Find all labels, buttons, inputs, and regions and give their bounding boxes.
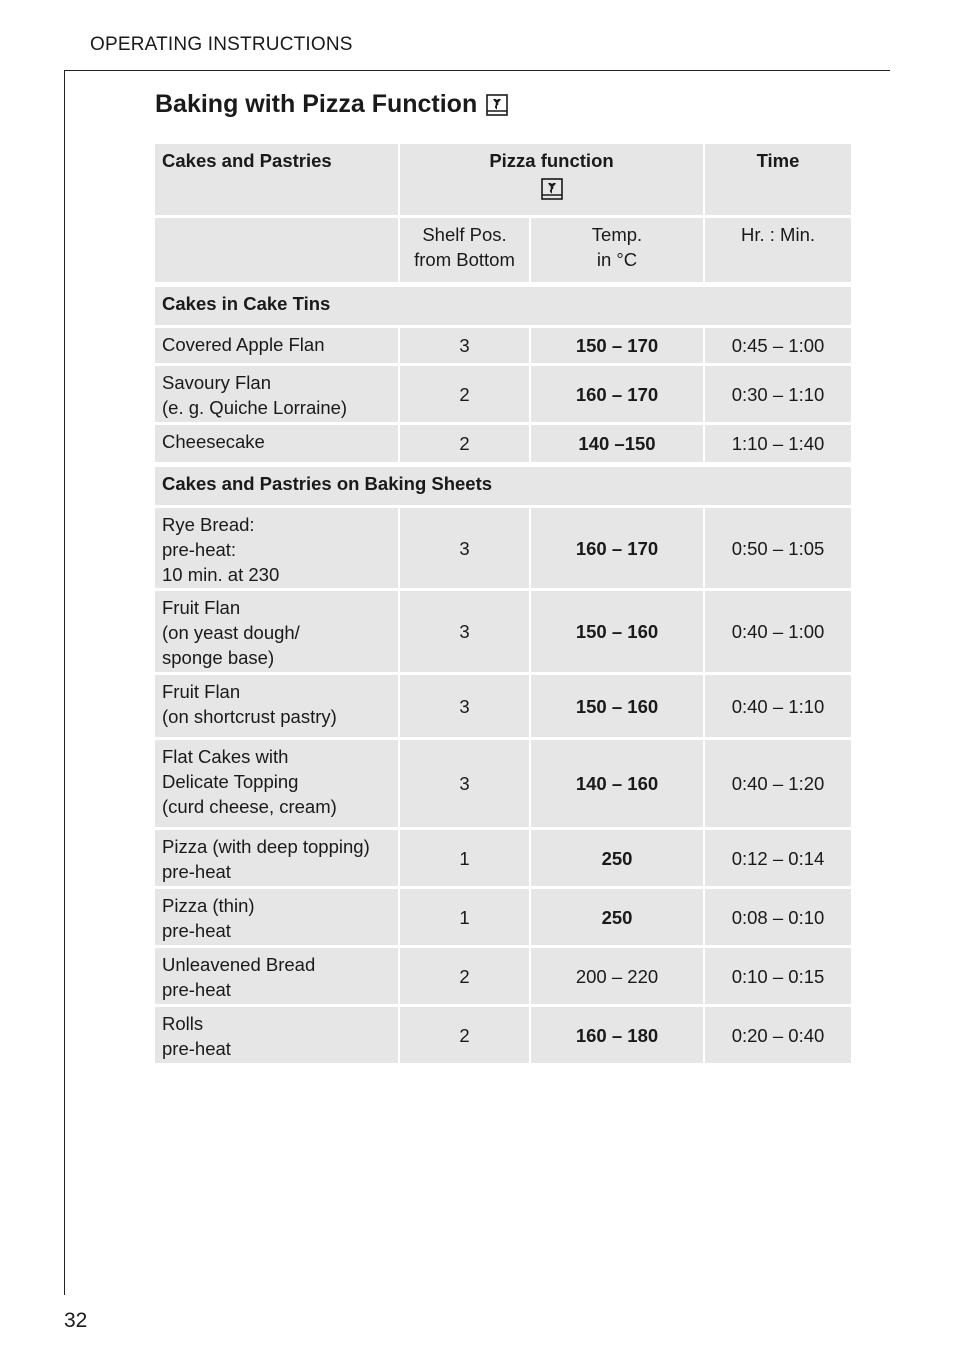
shelf-position: 2 <box>400 1007 529 1063</box>
table-row <box>155 740 851 827</box>
baking-time: 0:10 – 0:15 <box>705 948 851 1004</box>
pizza-function-label: Pizza function <box>489 150 614 171</box>
pizza-function-icon <box>486 94 508 116</box>
item-name: Pizza (thin) pre-heat <box>155 889 398 945</box>
column-header-pizza-function <box>400 144 703 215</box>
table-row <box>155 425 851 462</box>
baking-time: 0:12 – 0:14 <box>705 830 851 886</box>
group-title: Cakes in Cake Tins <box>155 287 851 325</box>
group-header-row <box>155 467 851 505</box>
shelf-position: 3 <box>400 328 529 363</box>
header-rule <box>64 70 890 71</box>
page-number: 32 <box>64 1309 88 1332</box>
subheader-temperature: Temp. in °C <box>531 218 703 282</box>
column-header-cakes-and-pastries: Cakes and Pastries <box>155 144 398 215</box>
shelf-position: 3 <box>400 508 529 588</box>
table-row <box>155 889 851 945</box>
item-name: Fruit Flan (on yeast dough/ sponge base) <box>155 591 398 672</box>
temperature-range: 140 –150 <box>531 425 703 462</box>
item-name: Covered Apple Flan <box>155 328 398 363</box>
page-title-text: Baking with Pizza Function <box>155 90 478 118</box>
temperature-range: 160 – 180 <box>531 1007 703 1063</box>
shelf-position: 3 <box>400 591 529 672</box>
shelf-position: 2 <box>400 948 529 1004</box>
item-name: Flat Cakes with Delicate Topping (curd cheese, cream) <box>155 740 398 827</box>
temperature-range: 150 – 160 <box>531 675 703 737</box>
baking-time: 0:08 – 0:10 <box>705 889 851 945</box>
table-row <box>155 508 851 588</box>
temperature-range: 160 – 170 <box>531 508 703 588</box>
item-name: Rye Bread: pre-heat: 10 min. at 230 <box>155 508 398 588</box>
shelf-position: 1 <box>400 830 529 886</box>
column-header-time: Time <box>705 144 851 215</box>
item-name: Rolls pre-heat <box>155 1007 398 1063</box>
temperature-range: 140 – 160 <box>531 740 703 827</box>
table-subheader-row <box>155 218 851 282</box>
item-name: Savoury Flan (e. g. Quiche Lorraine) <box>155 366 398 422</box>
subheader-time-unit: Hr. : Min. <box>705 218 851 282</box>
pizza-function-icon <box>400 178 703 206</box>
margin-rule <box>64 70 65 1295</box>
temperature-range: 150 – 160 <box>531 591 703 672</box>
item-name: Unleavened Bread pre-heat <box>155 948 398 1004</box>
shelf-position: 2 <box>400 366 529 422</box>
temperature-range: 250 <box>531 889 703 945</box>
temperature-range: 200 – 220 <box>531 948 703 1004</box>
item-name: Fruit Flan (on shortcrust pastry) <box>155 675 398 737</box>
shelf-position: 1 <box>400 889 529 945</box>
shelf-position: 2 <box>400 425 529 462</box>
baking-time: 0:40 – 1:00 <box>705 591 851 672</box>
item-name: Cheesecake <box>155 425 398 462</box>
table-header-row <box>155 144 851 215</box>
section-header-label: OPERATING INSTRUCTIONS <box>90 34 353 55</box>
table-row <box>155 591 851 672</box>
item-name: Pizza (with deep topping) pre-heat <box>155 830 398 886</box>
table-row <box>155 328 851 363</box>
temperature-range: 250 <box>531 830 703 886</box>
subheader-shelf-position: Shelf Pos. from Bottom <box>400 218 529 282</box>
shelf-position: 3 <box>400 675 529 737</box>
temperature-range: 150 – 170 <box>531 328 703 363</box>
temperature-range: 160 – 170 <box>531 366 703 422</box>
baking-time: 0:45 – 1:00 <box>705 328 851 363</box>
baking-time: 0:30 – 1:10 <box>705 366 851 422</box>
baking-time: 0:20 – 0:40 <box>705 1007 851 1063</box>
baking-table <box>155 144 851 1063</box>
baking-time: 0:40 – 1:20 <box>705 740 851 827</box>
subheader-empty-cell <box>155 218 398 282</box>
page-title <box>155 90 508 119</box>
baking-time: 0:50 – 1:05 <box>705 508 851 588</box>
table-row <box>155 948 851 1004</box>
group-title: Cakes and Pastries on Baking Sheets <box>155 467 851 505</box>
baking-time: 0:40 – 1:10 <box>705 675 851 737</box>
shelf-position: 3 <box>400 740 529 827</box>
table-row <box>155 830 851 886</box>
table-row <box>155 1007 851 1063</box>
table-row <box>155 366 851 422</box>
table-row <box>155 675 851 737</box>
group-header-row <box>155 287 851 325</box>
baking-time: 1:10 – 1:40 <box>705 425 851 462</box>
